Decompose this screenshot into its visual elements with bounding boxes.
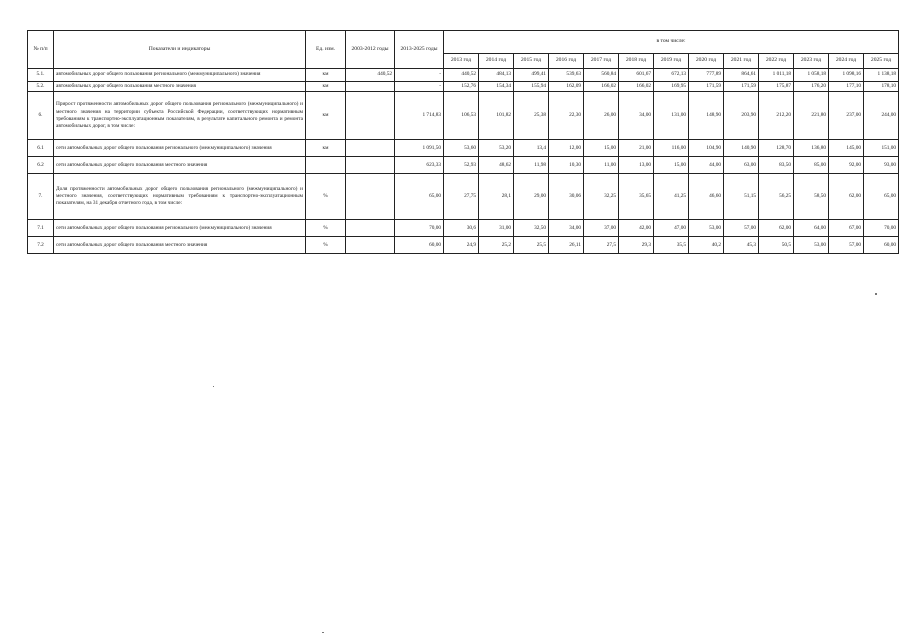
year-value: 152,76 xyxy=(444,82,479,92)
header-year: 2021 год xyxy=(724,54,759,69)
indicators-table xyxy=(27,30,899,254)
year-value: 53,60 xyxy=(444,140,479,157)
year-value: 166,02 xyxy=(584,82,619,92)
scan-speck xyxy=(875,293,877,295)
year-value: 63,00 xyxy=(724,157,759,174)
year-value: 148,90 xyxy=(689,92,724,140)
header-year: 2023 год xyxy=(794,54,829,69)
indicator-name: сети автомобильных дорог общего пользования регионального (межмуниципального) значения xyxy=(54,220,306,237)
year-value: 560,84 xyxy=(584,69,619,82)
table-row xyxy=(28,174,899,220)
header-year: 2017 год xyxy=(584,54,619,69)
unit-cell: % xyxy=(306,237,346,254)
year-value: 154,34 xyxy=(479,82,514,92)
year-value: 25,2 xyxy=(479,237,514,254)
table-row xyxy=(28,92,899,140)
year-value: 116,00 xyxy=(654,140,689,157)
header-period-2013-2025: 2013-2025 годы xyxy=(395,31,444,69)
year-value: 101,82 xyxy=(479,92,514,140)
year-value: 29,00 xyxy=(514,174,549,220)
year-value: 15,00 xyxy=(584,140,619,157)
header-year: 2025 год xyxy=(864,54,899,69)
year-value: 13,4 xyxy=(514,140,549,157)
year-value: 212,20 xyxy=(759,92,794,140)
period-2013-2025-value: 1 091,50 xyxy=(395,140,444,157)
year-value: 34,00 xyxy=(549,220,584,237)
row-number: 6.1 xyxy=(28,140,54,157)
period-2003-2012-value xyxy=(346,82,395,92)
year-value: 176,20 xyxy=(794,82,829,92)
year-value: 41,25 xyxy=(654,174,689,220)
year-value: 60,00 xyxy=(864,237,899,254)
year-value: 26,11 xyxy=(549,237,584,254)
year-value: 34,00 xyxy=(619,92,654,140)
header-year: 2016 год xyxy=(549,54,584,69)
year-value: 56,25 xyxy=(759,174,794,220)
year-value: 57,00 xyxy=(829,237,864,254)
year-value: 62,00 xyxy=(759,220,794,237)
row-number: 7.1 xyxy=(28,220,54,237)
unit-cell: % xyxy=(306,220,346,237)
year-value: 178,10 xyxy=(864,82,899,92)
year-value: 44,00 xyxy=(689,157,724,174)
year-value: 53,00 xyxy=(689,220,724,237)
year-value: 104,90 xyxy=(689,140,724,157)
period-2013-2025-value: - xyxy=(395,82,444,92)
period-2003-2012-value xyxy=(346,157,395,174)
year-value: 22,30 xyxy=(549,92,584,140)
period-2013-2025-value: 70,00 xyxy=(395,220,444,237)
year-value: 499,41 xyxy=(514,69,549,82)
year-value: 145,00 xyxy=(829,140,864,157)
year-value: 672,13 xyxy=(654,69,689,82)
indicator-name: Доля протяженности автомобильных дорог общего пользования регионального (межмуниципального) и местного значения, соответствующих нормативным требованиям к транспортно-эксплуатационным показателям, на 31 декабря отчетного года, в том числе: xyxy=(54,174,306,220)
year-value: 32,25 xyxy=(584,174,619,220)
year-value: 53,00 xyxy=(794,237,829,254)
year-value: 46,60 xyxy=(689,174,724,220)
year-value: 65,00 xyxy=(864,174,899,220)
year-value: 93,00 xyxy=(864,157,899,174)
year-value: 1 011,18 xyxy=(759,69,794,82)
year-value: 85,00 xyxy=(794,157,829,174)
header-year: 2022 год xyxy=(759,54,794,69)
year-value: 131,00 xyxy=(654,92,689,140)
unit-cell: % xyxy=(306,174,346,220)
table-row xyxy=(28,220,899,237)
scan-speck xyxy=(322,632,324,633)
year-value: 26,00 xyxy=(584,92,619,140)
year-value: 140,90 xyxy=(724,140,759,157)
indicator-name: Прирост протяженности автомобильных дорог общего пользования регионального (межмуниципального) и местного значения на территории субъекта Российской Федерации, соответствующих нормативным требованиям к транспортно-эксплуатационным показателям, в результате капитального ремонта и ремонта автомобильных дорог, в том числе: xyxy=(54,92,306,140)
header-year: 2013 год xyxy=(444,54,479,69)
header-indicator: Показатели и индикаторы xyxy=(54,31,306,69)
year-value: 25,5 xyxy=(514,237,549,254)
row-number: 7.2 xyxy=(28,237,54,254)
year-value: 29,3 xyxy=(619,237,654,254)
year-value: 864,61 xyxy=(724,69,759,82)
scan-speck xyxy=(213,386,214,387)
year-value: 70,00 xyxy=(864,220,899,237)
period-2003-2012-value xyxy=(346,140,395,157)
year-value: 106,53 xyxy=(444,92,479,140)
period-2003-2012-value xyxy=(346,174,395,220)
header-year: 2014 год xyxy=(479,54,514,69)
year-value: 13,00 xyxy=(619,157,654,174)
table-row xyxy=(28,140,899,157)
header-unit: Ед. изм. xyxy=(306,31,346,69)
header-year: 2020 год xyxy=(689,54,724,69)
year-value: 21,00 xyxy=(619,140,654,157)
period-2013-2025-value: 1 714,83 xyxy=(395,92,444,140)
year-value: 25,38 xyxy=(514,92,549,140)
year-value: 203,90 xyxy=(724,92,759,140)
year-value: 128,70 xyxy=(759,140,794,157)
year-value: 136,80 xyxy=(794,140,829,157)
row-number: 7. xyxy=(28,174,54,220)
year-value: 169,95 xyxy=(654,82,689,92)
indicator-name: автомобильных дорог общего пользования регионального (межмуниципального) значения xyxy=(54,69,306,82)
unit-cell: км xyxy=(306,82,346,92)
row-number: 6.2 xyxy=(28,157,54,174)
row-number: 6. xyxy=(28,92,54,140)
year-value: 777,89 xyxy=(689,69,724,82)
table-row xyxy=(28,237,899,254)
header-year: 2019 год xyxy=(654,54,689,69)
table-row xyxy=(28,69,899,82)
unit-cell xyxy=(306,157,346,174)
unit-cell: км xyxy=(306,69,346,82)
period-2003-2012-value: 440,52 xyxy=(346,69,395,82)
year-value: 1 098,16 xyxy=(829,69,864,82)
period-2003-2012-value xyxy=(346,92,395,140)
year-value: 539,63 xyxy=(549,69,584,82)
year-value: 166,02 xyxy=(619,82,654,92)
year-value: 27,5 xyxy=(584,237,619,254)
header-including: в том числе: xyxy=(444,31,899,54)
year-value: 24,9 xyxy=(444,237,479,254)
year-value: 42,00 xyxy=(619,220,654,237)
year-value: 40,2 xyxy=(689,237,724,254)
row-number: 5.2. xyxy=(28,82,54,92)
year-value: 484,13 xyxy=(479,69,514,82)
year-value: 52,93 xyxy=(444,157,479,174)
period-2013-2025-value: 60,00 xyxy=(395,237,444,254)
year-value: 244,00 xyxy=(864,92,899,140)
table-row xyxy=(28,82,899,92)
year-value: 601,67 xyxy=(619,69,654,82)
year-value: 171,59 xyxy=(689,82,724,92)
year-value: 10,30 xyxy=(549,157,584,174)
unit-cell: км xyxy=(306,92,346,140)
table-row xyxy=(28,157,899,174)
year-value: 58,50 xyxy=(794,174,829,220)
period-2003-2012-value xyxy=(346,220,395,237)
period-2013-2025-value: 65,00 xyxy=(395,174,444,220)
year-value: 83,50 xyxy=(759,157,794,174)
unit-cell: км xyxy=(306,140,346,157)
year-value: 32,50 xyxy=(514,220,549,237)
year-value: 12,00 xyxy=(549,140,584,157)
year-value: 64,00 xyxy=(794,220,829,237)
header-num: № п/п xyxy=(28,31,54,69)
header-year: 2024 год xyxy=(829,54,864,69)
indicator-name: сети автомобильных дорог общего пользования местного значения xyxy=(54,157,306,174)
year-value: 53,20 xyxy=(479,140,514,157)
header-year: 2018 год xyxy=(619,54,654,69)
year-value: 1 138,18 xyxy=(864,69,899,82)
header-year: 2015 год xyxy=(514,54,549,69)
indicator-name: сети автомобильных дорог общего пользования регионального (межмуниципального) значения xyxy=(54,140,306,157)
period-2013-2025-value: - xyxy=(395,69,444,82)
year-value: 67,00 xyxy=(829,220,864,237)
year-value: 27,75 xyxy=(444,174,479,220)
year-value: 62,00 xyxy=(829,174,864,220)
year-value: 30,6 xyxy=(444,220,479,237)
year-value: 1 058,18 xyxy=(794,69,829,82)
year-value: 35,65 xyxy=(619,174,654,220)
year-value: 48,62 xyxy=(479,157,514,174)
period-2013-2025-value: 623,33 xyxy=(395,157,444,174)
year-value: 155,94 xyxy=(514,82,549,92)
year-value: 11,98 xyxy=(514,157,549,174)
indicator-name: сети автомобильных дорог общего пользования местного значения xyxy=(54,237,306,254)
year-value: 30,06 xyxy=(549,174,584,220)
year-value: 162,09 xyxy=(549,82,584,92)
header-period-2003-2012: 2003-2012 годы xyxy=(346,31,395,69)
year-value: 45,3 xyxy=(724,237,759,254)
indicator-name: автомобильных дорог общего пользования местного значения xyxy=(54,82,306,92)
year-value: 177,10 xyxy=(829,82,864,92)
year-value: 221,80 xyxy=(794,92,829,140)
year-value: 35,5 xyxy=(654,237,689,254)
period-2003-2012-value xyxy=(346,237,395,254)
year-value: 51,15 xyxy=(724,174,759,220)
year-value: 28,1 xyxy=(479,174,514,220)
row-number: 5.1. xyxy=(28,69,54,82)
year-value: 15,00 xyxy=(654,157,689,174)
year-value: 47,00 xyxy=(654,220,689,237)
year-value: 440,52 xyxy=(444,69,479,82)
year-value: 50,5 xyxy=(759,237,794,254)
year-value: 92,00 xyxy=(829,157,864,174)
year-value: 37,00 xyxy=(584,220,619,237)
year-value: 171,59 xyxy=(724,82,759,92)
year-value: 151,00 xyxy=(864,140,899,157)
year-value: 57,00 xyxy=(724,220,759,237)
year-value: 11,00 xyxy=(584,157,619,174)
year-value: 175,87 xyxy=(759,82,794,92)
year-value: 31,00 xyxy=(479,220,514,237)
year-value: 237,00 xyxy=(829,92,864,140)
